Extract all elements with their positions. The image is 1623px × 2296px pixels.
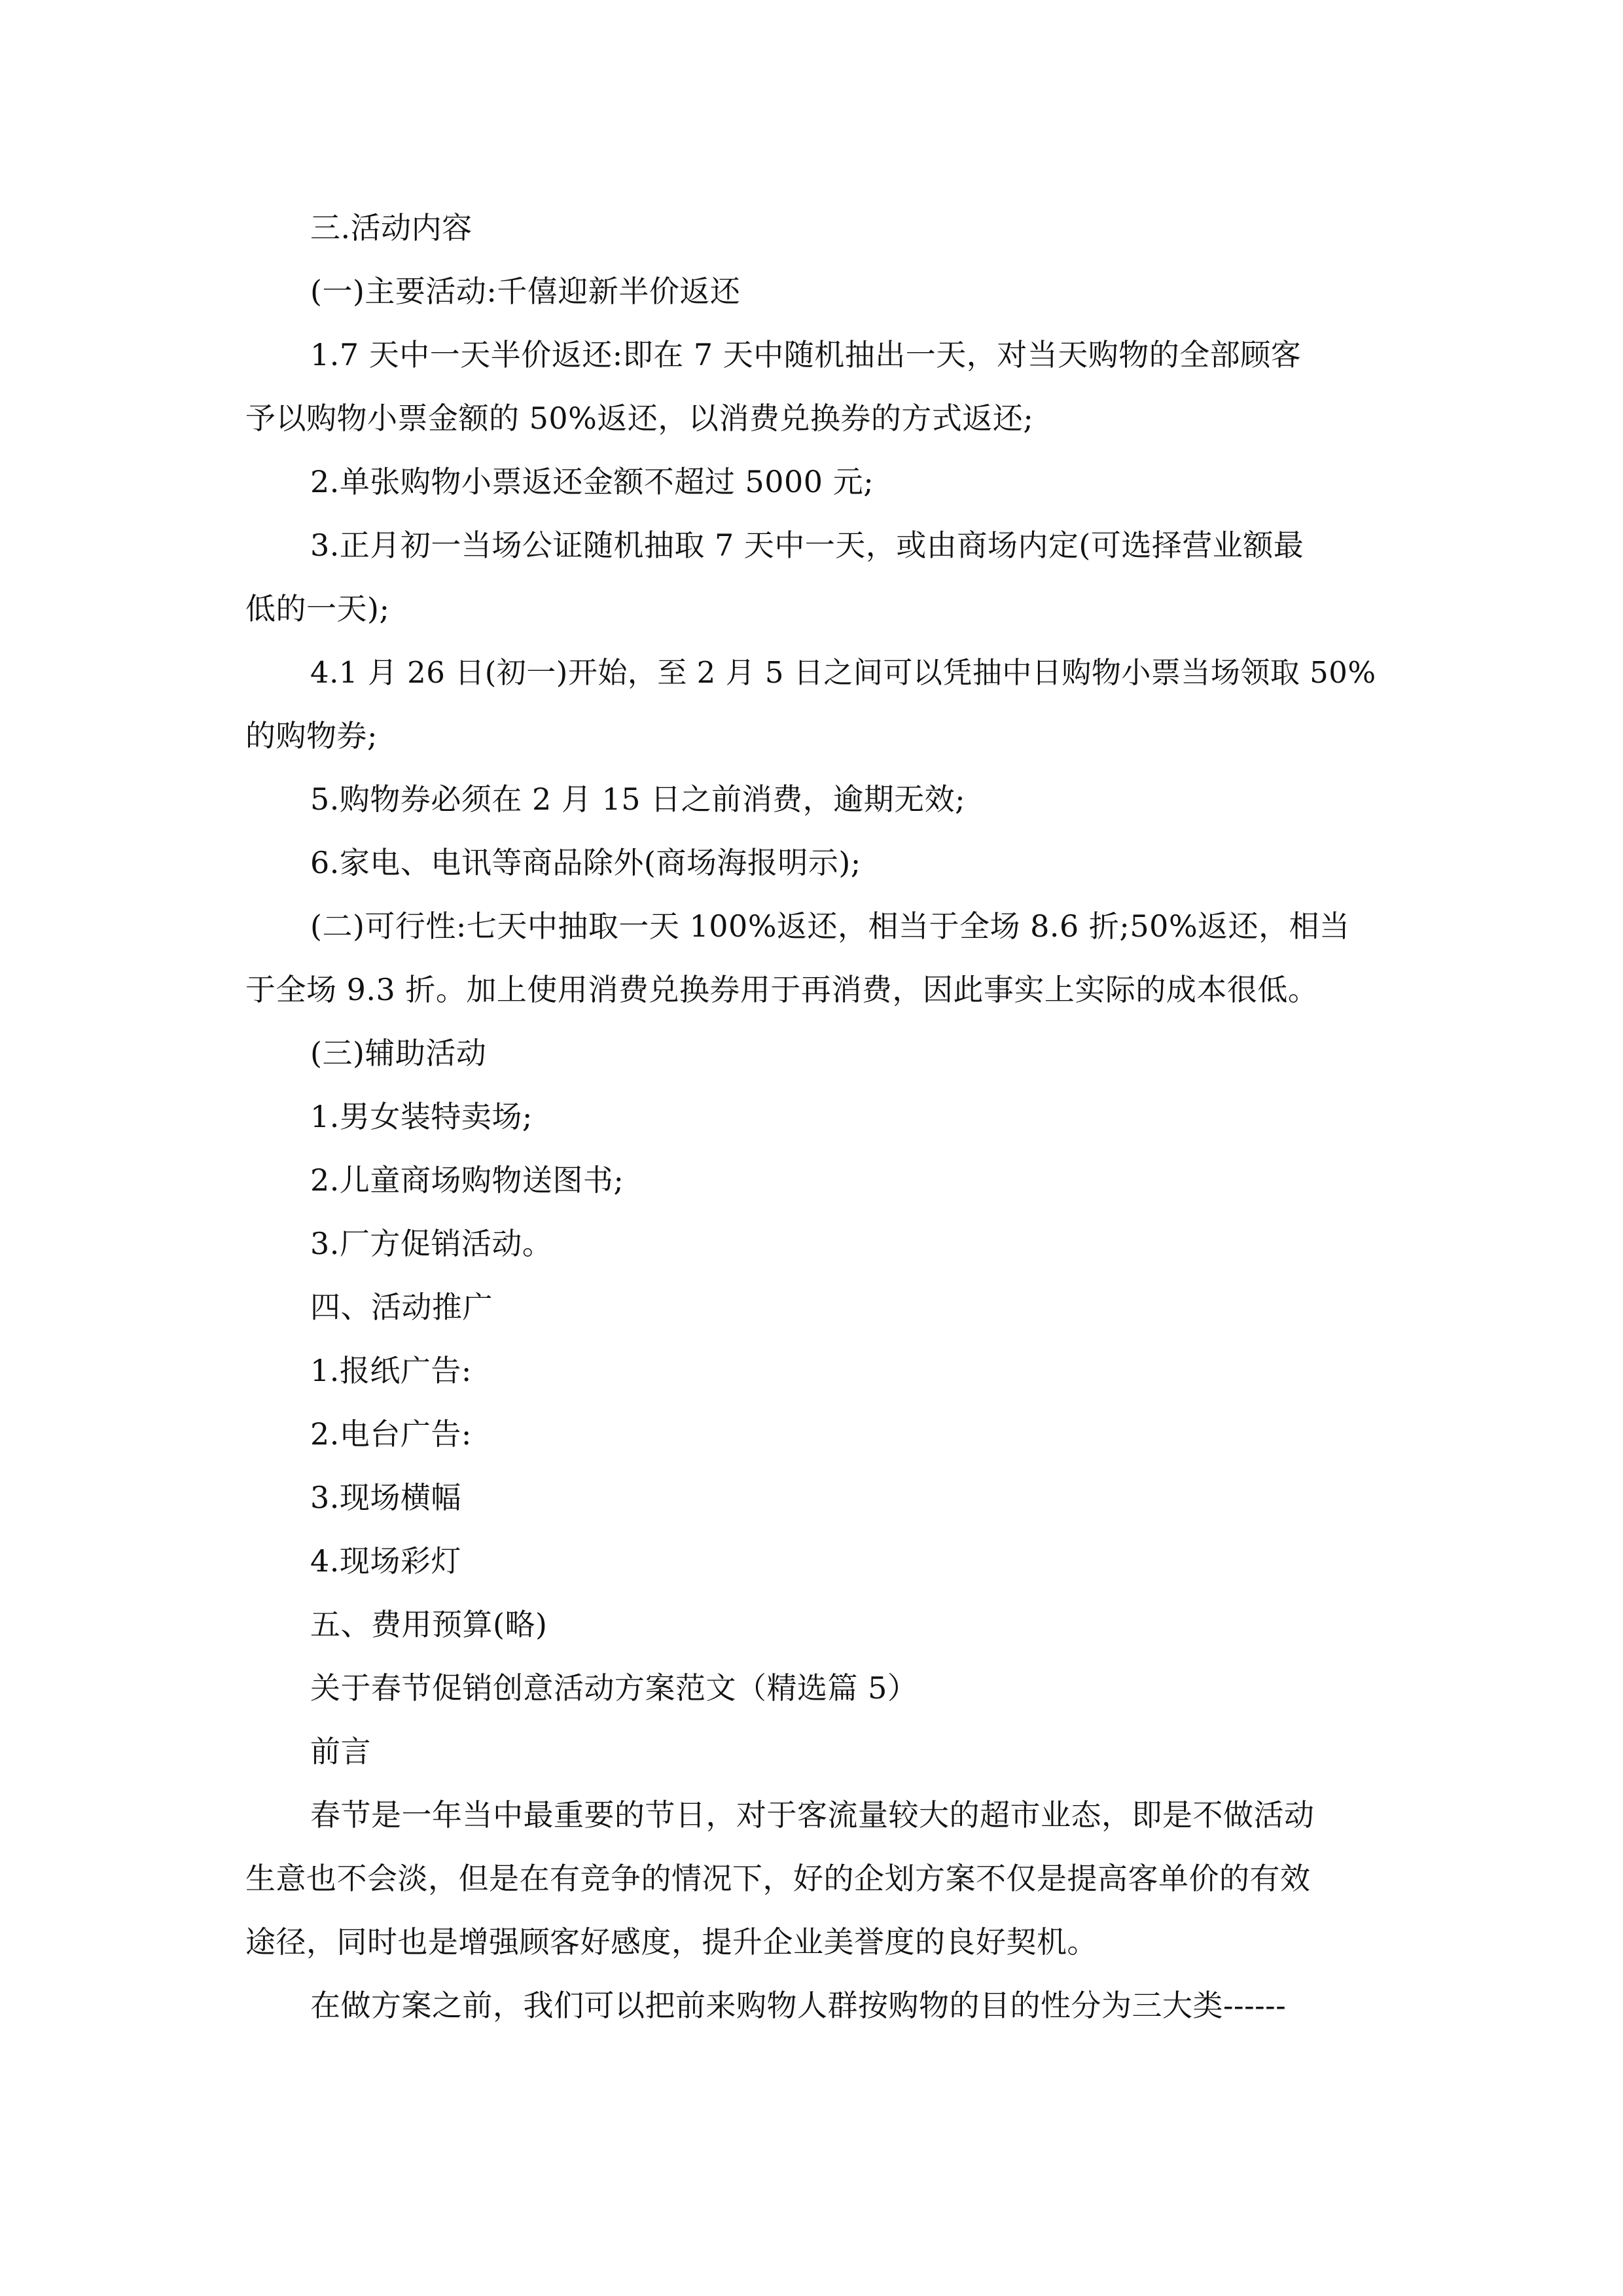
text-line: 低的一天); xyxy=(245,591,390,626)
text-line: 6.家电、电讯等商品除外(商场海报明示); xyxy=(310,845,861,880)
text-line: (二)可行性:七天中抽取一天 100%返还，相当于全场 8.6 折;50%返还，相当 xyxy=(310,908,1350,944)
text-line: 关于春节促销创意活动方案范文（精选篇 5） xyxy=(310,1670,918,1706)
text-line: (三)辅助活动 xyxy=(310,1035,487,1071)
text-line: 春节是一年当中最重要的节日，对于客流量较大的超市业态，即是不做活动 xyxy=(310,1797,1315,1833)
text-line: 1.报纸广告: xyxy=(310,1353,472,1388)
text-line: (一)主要活动:千僖迎新半价返还 xyxy=(310,274,741,309)
text-line: 4.现场彩灯 xyxy=(310,1543,461,1579)
text-line: 2.儿童商场购物送图书; xyxy=(310,1162,624,1198)
text-line: 五、费用预算(略) xyxy=(310,1607,548,1642)
document-body xyxy=(245,196,1387,2037)
text-line: 2.电台广告: xyxy=(310,1416,472,1452)
text-line: 四、活动推广 xyxy=(310,1289,493,1325)
text-line: 1.7 天中一天半价返还:即在 7 天中随机抽出一天，对当天购物的全部顾客 xyxy=(310,337,1302,372)
text-line: 1.男女装特卖场; xyxy=(310,1099,533,1134)
text-line: 2.单张购物小票返还金额不超过 5000 元; xyxy=(310,464,874,499)
text-line: 生意也不会淡，但是在有竞争的情况下，好的企划方案不仅是提高客单价的有效 xyxy=(245,1861,1311,1896)
text-line: 的购物券; xyxy=(245,718,378,753)
text-line: 予以购物小票金额的 50%返还，以消费兑换券的方式返还; xyxy=(245,401,1034,436)
text-line: 3.正月初一当场公证随机抽取 7 天中一天，或由商场内定(可选择营业额最 xyxy=(310,528,1304,563)
text-line: 5.购物券必须在 2 月 15 日之前消费，逾期无效; xyxy=(310,781,966,817)
text-line: 前言 xyxy=(310,1734,371,1769)
text-line: 途径，同时也是增强顾客好感度，提升企业美誉度的良好契机。 xyxy=(245,1924,1097,1960)
text-line: 三.活动内容 xyxy=(310,210,473,245)
text-line: 4.1 月 26 日(初一)开始，至 2 月 5 日之间可以凭抽中日购物小票当场领取 50% xyxy=(310,655,1376,690)
text-line: 于全场 9.3 折。加上使用消费兑换券用于再消费，因此事实上实际的成本很低。 xyxy=(245,972,1319,1007)
text-line: 3.现场横幅 xyxy=(310,1480,461,1515)
text-line: 3.厂方促销活动。 xyxy=(310,1226,553,1261)
text-line: 在做方案之前，我们可以把前来购物人群按购物的目的性分为三大类------ xyxy=(310,1988,1287,2023)
